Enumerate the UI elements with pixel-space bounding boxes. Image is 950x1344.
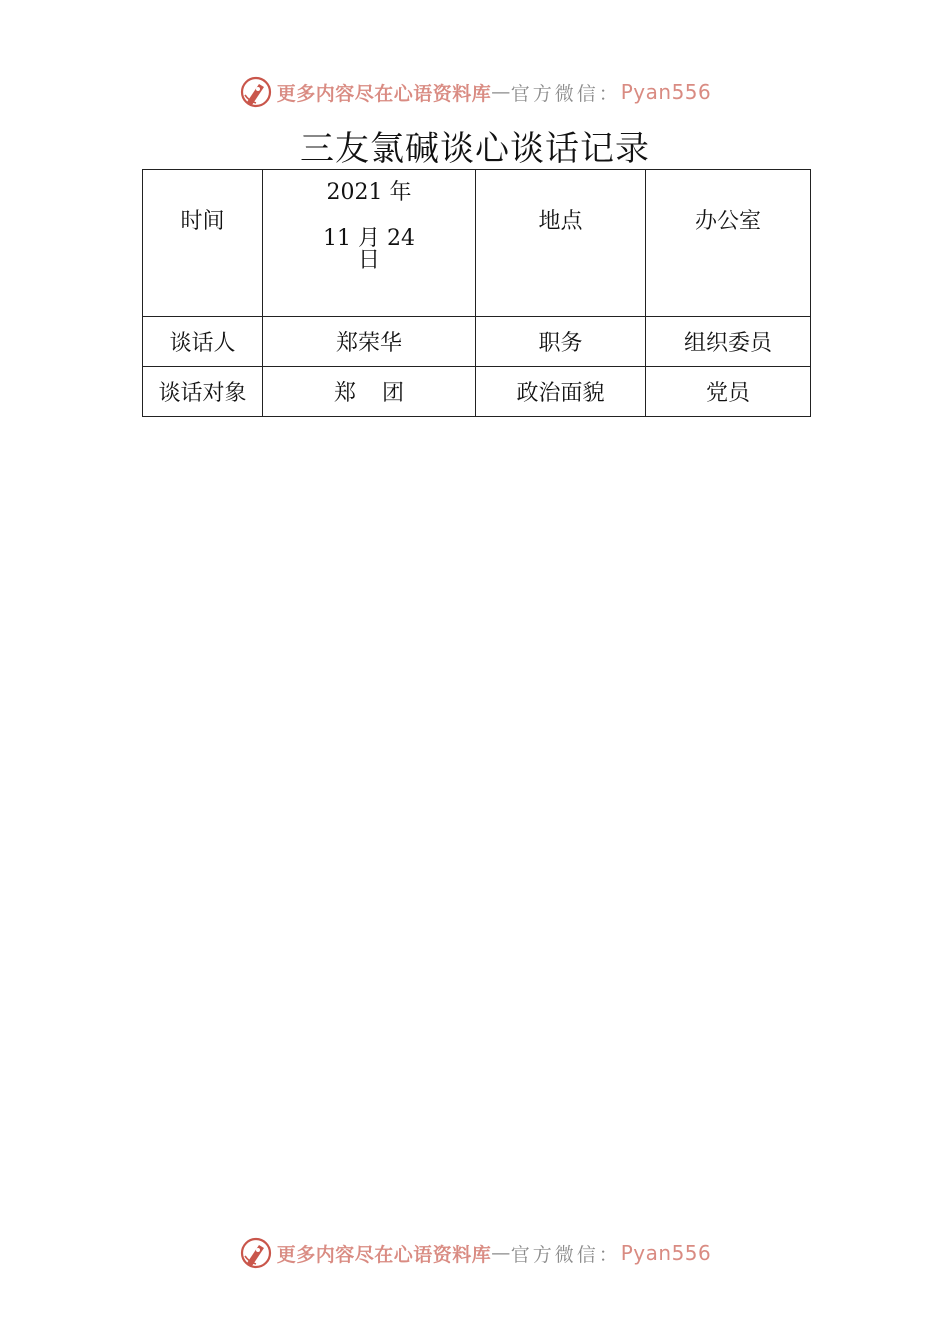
place-label: 地点 — [538, 209, 583, 234]
table-row — [143, 170, 811, 317]
date-year: 2021 — [326, 180, 383, 205]
time-value-cell — [263, 170, 476, 317]
subject-value-second: 团 — [382, 381, 405, 406]
speaker-label: 谈话人 — [169, 331, 236, 356]
date-year-line — [263, 180, 475, 206]
position-value-cell — [646, 317, 811, 367]
banner-dash: — — [491, 81, 511, 103]
position-label: 职务 — [538, 331, 583, 356]
banner-text — [277, 1240, 712, 1267]
banner-wechat-id: Pyan556 — [620, 1241, 712, 1265]
political-label-cell — [476, 367, 646, 417]
position-label-cell — [476, 317, 646, 367]
political-value: 党员 — [705, 381, 750, 406]
subject-label-cell — [143, 367, 263, 417]
banner-dash: — — [491, 1242, 511, 1264]
position-value: 组织委员 — [683, 331, 772, 356]
banner-label: 官方微信： — [510, 1243, 621, 1266]
pen-nib-logo-icon — [239, 1236, 273, 1270]
talk-record-table — [142, 169, 811, 417]
place-value-cell — [646, 170, 811, 317]
table-row — [143, 317, 811, 367]
political-label: 政治面貌 — [516, 381, 605, 406]
date-month: 11 — [322, 226, 351, 251]
date-month-unit: 月 — [357, 226, 380, 251]
banner-main-text: 更多内容尽在心语资料库 — [276, 82, 492, 105]
document-title: 三友氯碱谈心谈话记录 — [300, 129, 650, 169]
banner-main-text: 更多内容尽在心语资料库 — [276, 1243, 492, 1266]
time-label-cell — [143, 170, 263, 317]
subject-value-first: 郑 — [333, 381, 356, 406]
place-value: 办公室 — [694, 209, 761, 234]
speaker-value-cell — [263, 317, 476, 367]
date-year-unit: 年 — [389, 180, 412, 205]
place-label-cell — [476, 170, 646, 317]
political-value-cell — [646, 367, 811, 417]
banner-label: 官方微信： — [510, 82, 621, 105]
speaker-label-cell — [143, 317, 263, 367]
date-day: 24 — [387, 226, 415, 251]
banner-text — [277, 79, 712, 106]
subject-value-cell — [263, 367, 476, 417]
pen-nib-logo-icon — [239, 75, 273, 109]
subject-label: 谈话对象 — [158, 381, 247, 406]
speaker-value: 郑荣华 — [335, 331, 402, 356]
time-label: 时间 — [180, 209, 225, 234]
footer-watermark-banner — [0, 1233, 950, 1273]
date-day-unit: 日 — [357, 248, 380, 273]
table-row — [143, 367, 811, 417]
header-watermark-banner — [0, 72, 950, 112]
banner-wechat-id: Pyan556 — [620, 80, 712, 104]
